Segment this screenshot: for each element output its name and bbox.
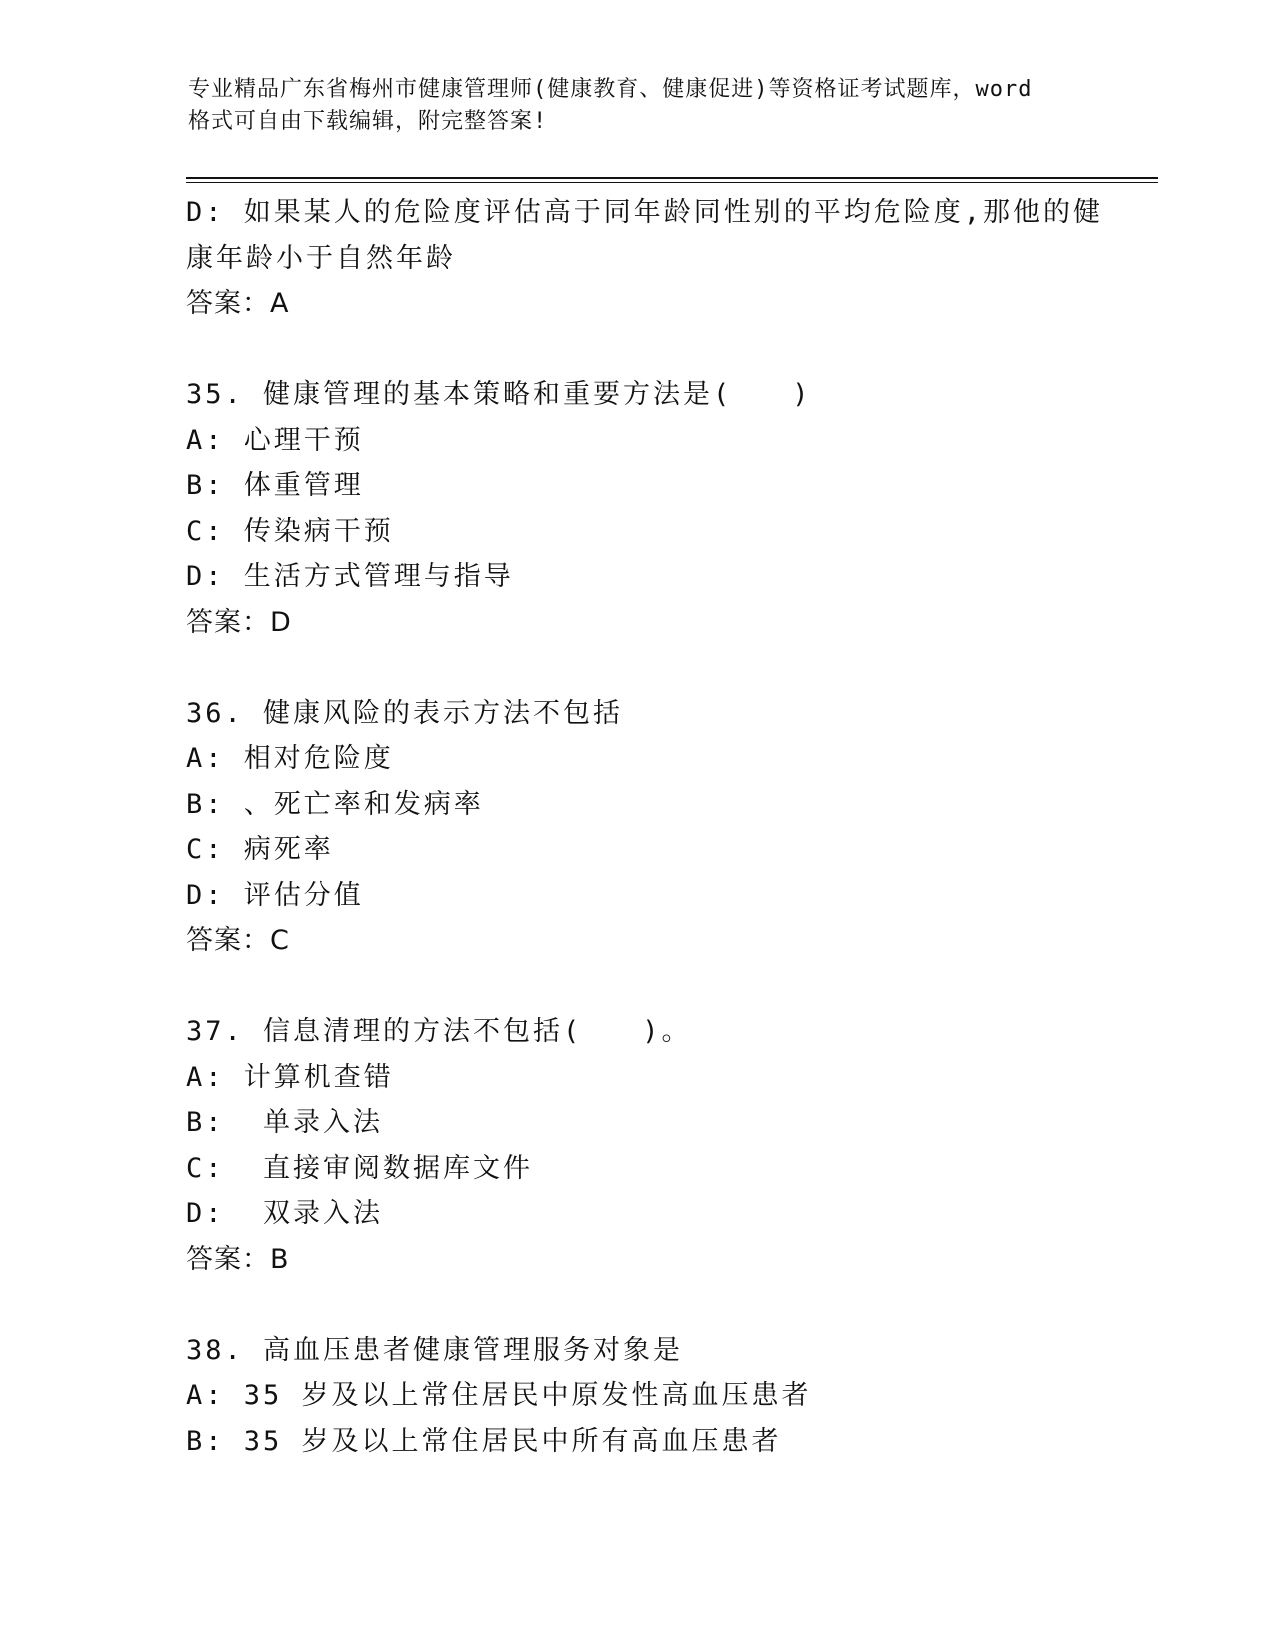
header-line-1: 专业精品广东省梅州市健康管理师(健康教育、健康促进)等资格证考试题库，word xyxy=(188,77,1033,102)
option-a: A: 相对危险度 xyxy=(186,743,394,774)
option-d-continued: 康年龄小于自然年龄 xyxy=(186,242,456,274)
continued-question xyxy=(186,190,1126,327)
option-c: C: 直接审阅数据库文件 xyxy=(186,1152,534,1184)
option-a: A: 心理干预 xyxy=(186,424,364,456)
question-37 xyxy=(186,1009,1126,1282)
option-d: D: 生活方式管理与指导 xyxy=(186,561,514,592)
question-list xyxy=(186,190,1126,1464)
answer: 答案：B xyxy=(186,1243,290,1275)
option-a: A: 35 岁及以上常住居民中原发性高血压患者 xyxy=(186,1380,812,1411)
option-d: D: 评估分值 xyxy=(186,879,364,911)
option-b: B: 单录入法 xyxy=(186,1107,384,1138)
document-header xyxy=(188,74,1088,138)
header-line-2: 格式可自由下载编辑，附完整答案! xyxy=(188,109,548,134)
question-stem: 36. 健康风险的表示方法不包括 xyxy=(186,697,624,729)
option-d: D: 如果某人的危险度评估高于同年龄同性别的平均危险度,那他的健 xyxy=(186,197,1104,228)
question-38 xyxy=(186,1328,1126,1465)
option-b: B: 35 岁及以上常住居民中所有高血压患者 xyxy=(186,1425,782,1457)
header-divider-thin xyxy=(186,182,1158,183)
option-d: D: 双录入法 xyxy=(186,1198,384,1229)
question-stem: 38. 高血压患者健康管理服务对象是 xyxy=(186,1334,684,1366)
question-stem: 35. 健康管理的基本策略和重要方法是( ) xyxy=(186,379,812,410)
answer: 答案：D xyxy=(186,606,292,638)
answer: 答案：C xyxy=(186,925,290,956)
option-b: B: 体重管理 xyxy=(186,470,364,501)
option-b: B: 、死亡率和发病率 xyxy=(186,788,484,820)
option-a: A: 计算机查错 xyxy=(186,1061,394,1093)
header-divider xyxy=(186,177,1158,179)
option-c: C: 病死率 xyxy=(186,834,334,865)
question-36 xyxy=(186,691,1126,964)
option-c: C: 传染病干预 xyxy=(186,515,394,547)
answer: 答案：A xyxy=(186,288,290,319)
question-35 xyxy=(186,372,1126,645)
question-stem: 37. 信息清理的方法不包括( )。 xyxy=(186,1016,692,1047)
